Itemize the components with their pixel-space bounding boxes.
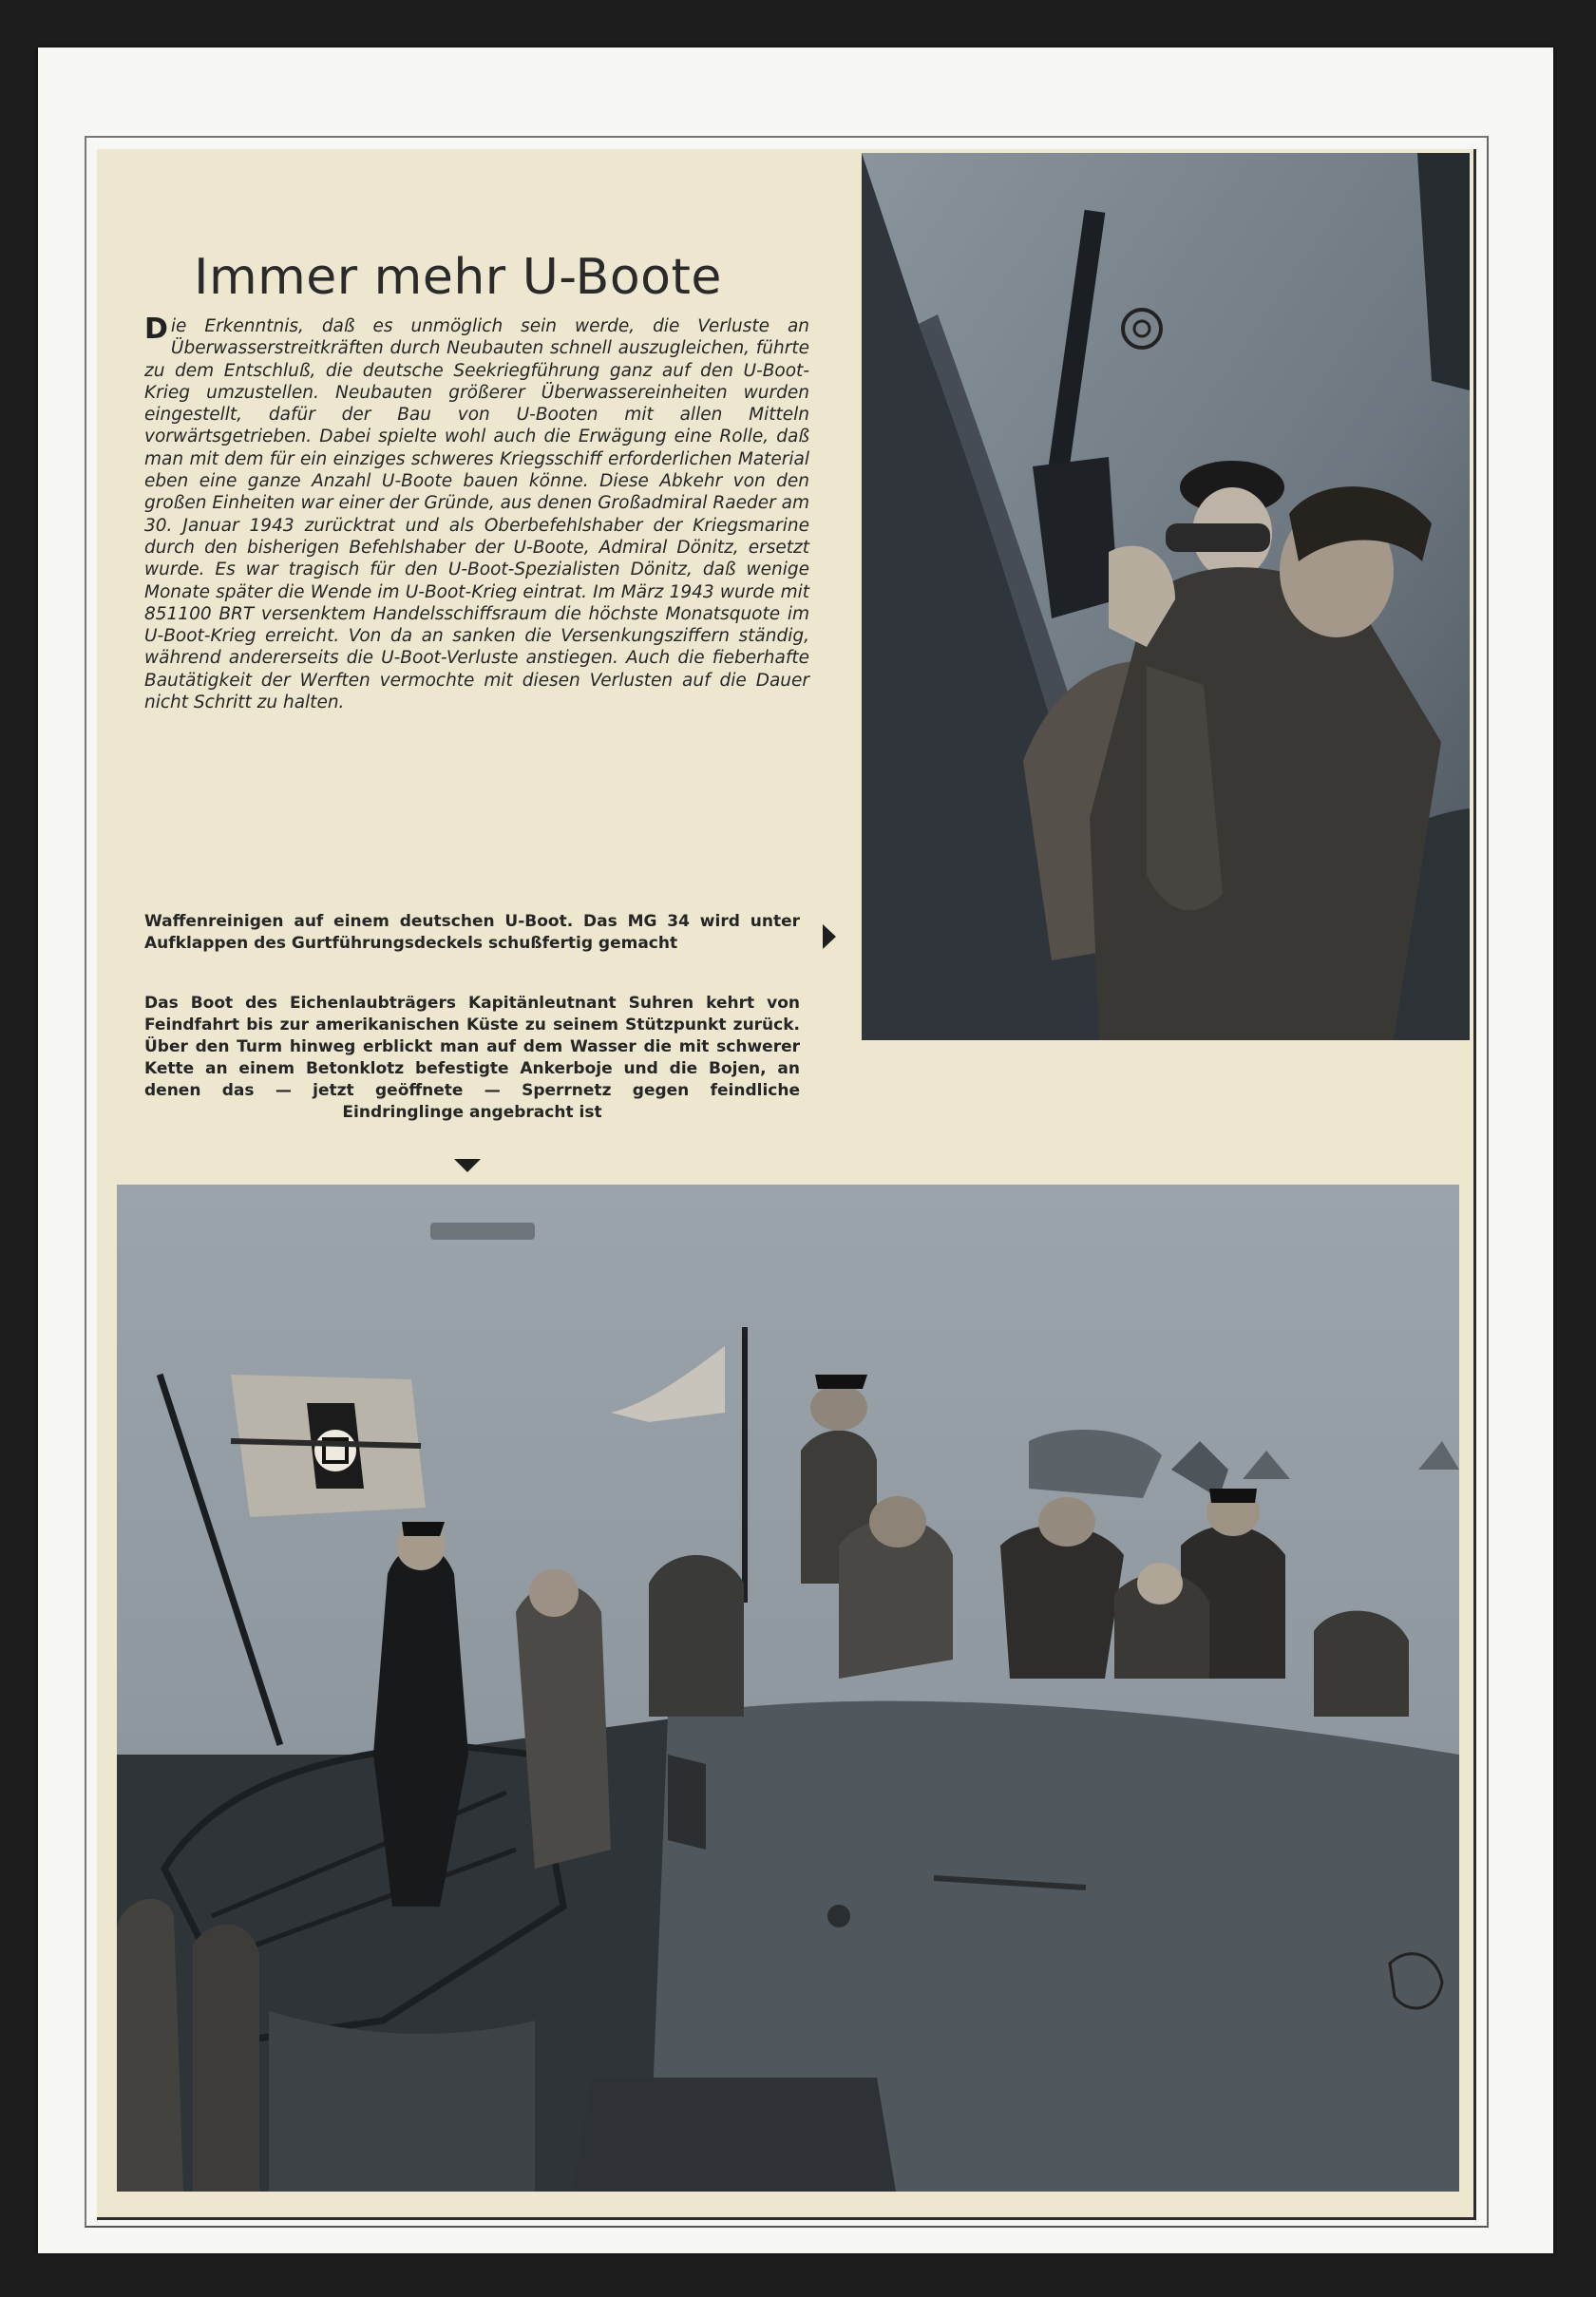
magazine-clipping: [97, 149, 1476, 2220]
machine-gun-photo-image: [862, 153, 1470, 1040]
triangle-down-icon: [454, 1159, 481, 1172]
album-sheet: [38, 47, 1553, 2253]
machine-gun-photo: [862, 153, 1470, 1040]
drop-cap: D: [144, 313, 168, 346]
u-boat-return-photo-image: [117, 1185, 1459, 2192]
article-body-text: ie Erkenntnis, daß es unmöglich sein werde, die Verluste an Überwasserstreitkräften durch Neubauten schnell auszugleichen, führte zu dem Entschluß, die deutsche Seekriegführung ganz auf den U-Boot-Krieg umzustellen. Neubauten größerer Überwassereinheiten wurden eingestellt, dafür der Bau von U-Booten mit allen Mitteln vorwärtsgetrieben. Dabei spielte wohl auch die Erwägung eine Rolle, daß man mit dem für ein einziges schweres Kriegsschiff erforderlichen Material eben eine ganze Anzahl U-Boote bauen könne. Diese Abkehr von den großen Einheiten war einer der Gründe, aus denen Großadmiral Raeder am 30. Januar 1943 zurücktrat und als Oberbefehlshaber der Kriegsmarine durch den bisherigen Befehlshaber der U-Boote, Admiral Dönitz, ersetzt wurde. Es war tragisch für den U-Boot-Spezialisten Dönitz, daß wenige Monate später die Wende im U-Boot-Krieg eintrat. Im März 1943 wurde mit 851100 BRT versenktem Handelsschiffsraum die höchste Monatsquote im U-Boot-Krieg erreicht. Von da an sanken die Versenkungsziffern ständig, während andererseits die U-Boot-Verluste anstiegen. Auch die fieberhafte Bautätigkeit der Werften vermochte mit diesen Verlusten auf die Dauer nicht Schritt zu halten.: [144, 316, 809, 713]
triangle-right-icon: [823, 924, 836, 949]
u-boat-return-photo: [117, 1185, 1459, 2192]
gun-photo-caption: Waffenreinigen auf einem deutschen U-Boot. Das MG 34 wird unter Aufklappen des Gurtführungsdeckels schußfertig gemacht: [144, 912, 800, 953]
article-body: [144, 315, 809, 713]
boat-photo-caption: Das Boot des Eichenlaubträgers Kapitänleutnant Suhren kehrt von Feindfahrt bis zur amerikanischen Küste zu seinem Stützpunkt zurück. Über den Turm hinweg erblickt man auf dem Wasser die mit schwerer Kette an einem Betonklotz befestigte Ankerboje und die Bojen, an denen das — jetzt geöffnete — Sperrnetz gegen feindliche Eindringlinge angebracht ist: [144, 994, 800, 1122]
article-title: Immer mehr U-Boote: [194, 249, 722, 306]
